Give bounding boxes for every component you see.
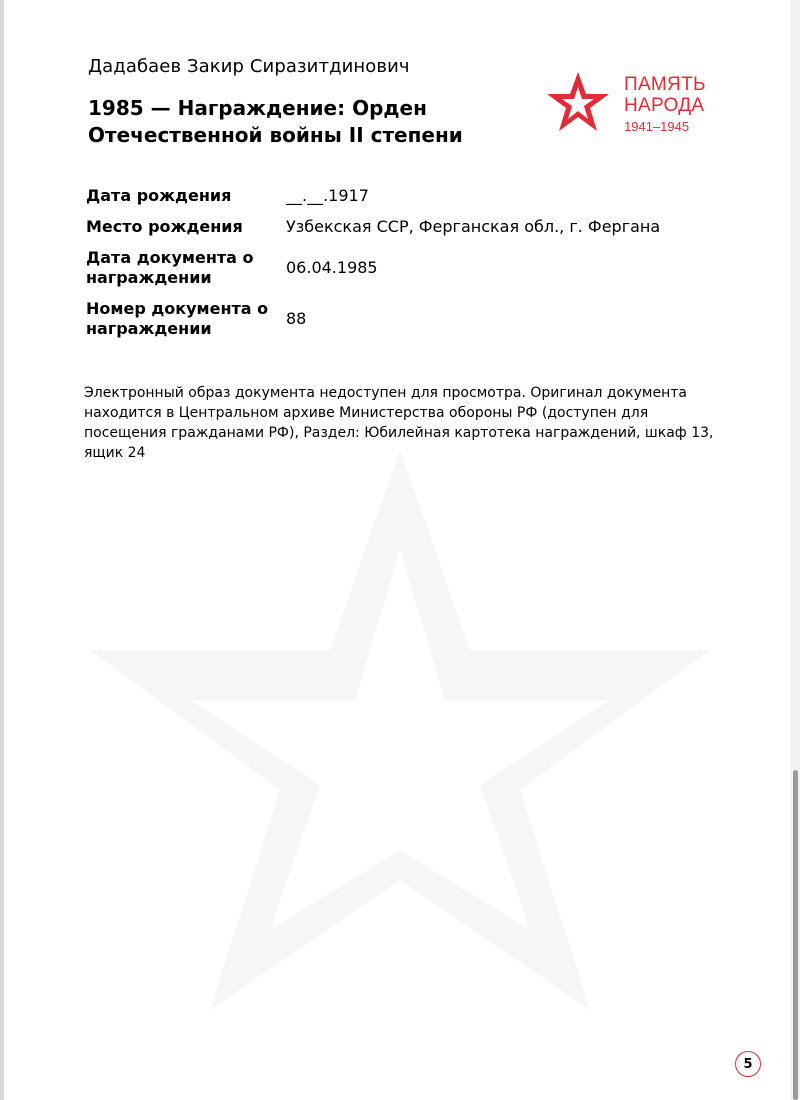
page-title: 1985 — Награждение: Орден Отечественной войны II степени [88, 96, 463, 147]
logo-text [624, 74, 706, 137]
info-label: Дата рождения [86, 186, 232, 205]
page-number-badge: 5 [735, 1051, 761, 1077]
info-row-birth-place [86, 217, 706, 237]
scrollbar-thumb[interactable] [793, 770, 798, 1100]
star-watermark-icon [70, 430, 730, 1030]
archive-note: Электронный образ документа недоступен для просмотра. Оригинал документа находится в Центральном архиве Министерства обороны РФ (доступен для посещения гражданами РФ), Раздел: Юбилейная картотека награждений, шкаф 13, ящик 24 [84, 385, 714, 461]
logo-years: 1941–1945 [624, 119, 690, 134]
logo-line-1: ПАМЯТЬ [624, 74, 706, 95]
info-value: __.__.1917 [286, 186, 369, 205]
info-value: 88 [286, 309, 307, 328]
info-row-birth-date [86, 186, 706, 206]
info-value: Узбекская ССР, Ферганская обл., г. Фергана [286, 217, 661, 236]
info-value: 06.04.1985 [286, 258, 378, 277]
info-table [86, 186, 706, 350]
info-row-document-date [86, 248, 706, 288]
info-label: Номер документа о награждении [86, 299, 269, 338]
scrollbar-track[interactable] [790, 0, 800, 1100]
info-label: Дата документа о награждении [86, 248, 254, 287]
pamyat-naroda-logo [546, 70, 726, 136]
page-left-edge [0, 0, 4, 1100]
info-row-document-number [86, 299, 706, 339]
person-name: Дадабаев Закир Сиразитдинович [88, 56, 410, 77]
info-label: Место рождения [86, 217, 243, 236]
logo-line-2: НАРОДА [624, 95, 705, 116]
star-icon [546, 70, 610, 134]
